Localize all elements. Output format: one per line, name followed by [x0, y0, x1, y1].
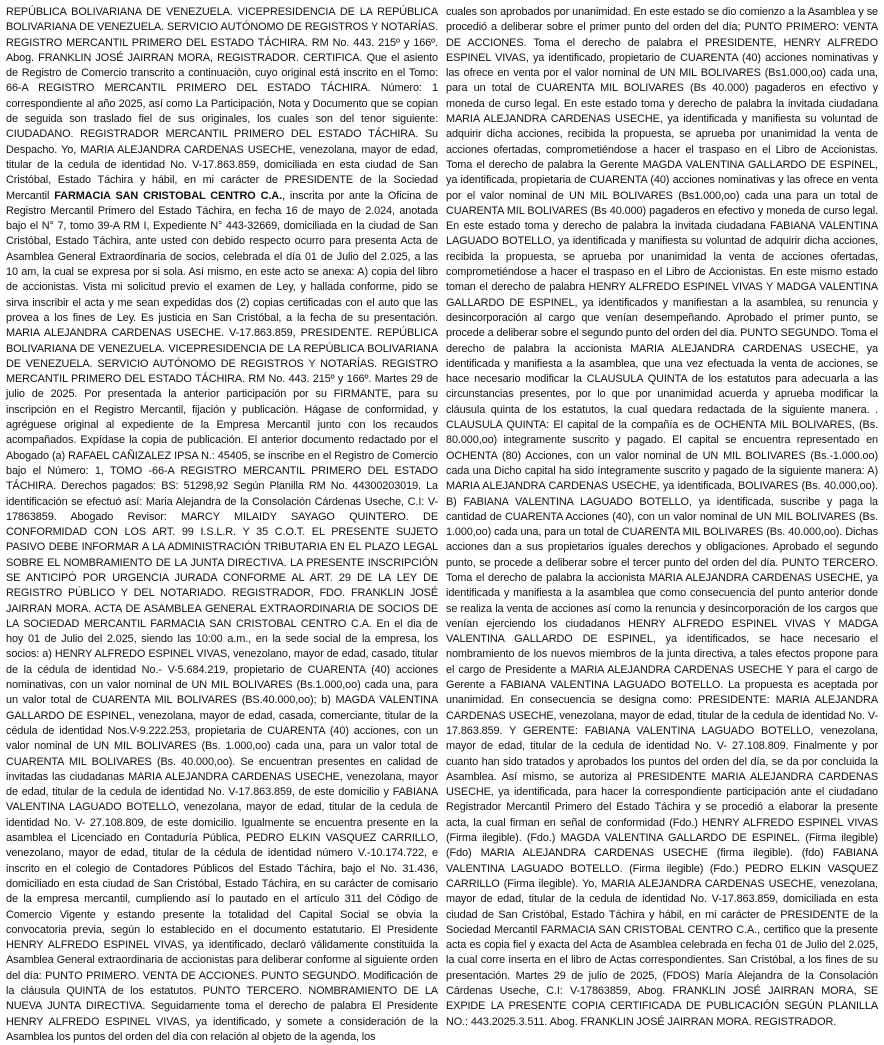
notice-column-left — [6, 5, 438, 1043]
notice-text-segment: REPÚBLICA BOLIVARIANA DE VENEZUELA. VICEPRESIDENCIA DE LA REPÚBLICA BOLIVARIANA DE VENEZUELA. SERVICIO AUTÓNOMO DE REGISTROS Y NOTARÍAS. REGISTRO MERCANTIL PRIMERO DEL ESTADO TÁCHIRA. RM No. 443. 215º y 166º. Abog. FRANKLIN JOSÉ JAIRRAN MORA, REGISTRADOR. CERTIFICA. Que el asiento de Registro de Comercio transcrito a continuación, cuyo original está inscrito en el Tomo: 66-A REGISTRO MERCANTIL PRIMERO DEL ESTADO TÁCHIRA. Número: 1 correspondiente al año 2025, así como La Participación, Nota y Documento que se copian de seguida son traslado fiel de sus originales, los cuales son del tenor siguiente: CIUDADANO. REGISTRADOR MERCANTIL PRIMERO DEL ESTADO TÁCHIRA. Su Despacho. Yo, MARIA ALEJANDRA CARDENAS USECHE, venezolana, mayor de edad, titular de la cedula de identidad No. V-17.863.859, domiciliada en esta ciudad de San Cristóbal, Estado Táchira y hábil, en mi carácter de PRESIDENTE de la Sociedad Mercantil — [6, 6, 438, 202]
company-name: FARMACIA SAN CRISTOBAL CENTRO C.A. — [54, 189, 283, 202]
notice-text-segment: cuales son aprobados por unanimidad. En este estado se dio comienzo a la Asamblea y se procedió a deliberar sobre el primer punto del orden del día; PUNTO PRIMERO: VENTA DE ACCIONES. Toma el derecho de palabra el PRESIDENTE, HENRY ALFREDO ESPINEL VIVAS, ya identificado, propietario de CUARENTA (40) acciones nominativas y las ofrece en venta por el valor nominal de UN MIL BOLIVARES (Bs1.000,oo) cada una, para un total de CUARENTA MIL BOLIVARES (Bs 40.000) pagaderos en efectivo y moneda de curso legal. En este estado toma y derecho de palabra la invitada ciudadana MARIA ALEJANDRA CARDENAS USECHE, ya identificada y manifiesta su voluntad de adquirir dicha acciones, recibida la propuesta, se aprueba por unanimidad la venta de acciones ofertadas, comprometiéndose a hacer el traspaso en el Libro de Accionistas. Toma el derecho de palabra la Gerente MAGDA VALENTINA GALLARDO DE ESPINEL, ya identificada, propietaria de CUARENTA (40) acciones nominativas y las ofrece en venta por el valor nominal de UN MIL BOLIVARES (Bs1.000,oo) cada una para un total de CUARENTA MIL BOLIVARES (Bs 40.000) pagaderos en efectivo y moneda de curso legal. En este estado toma y derecho de palabra la invitada ciudadana FABIANA VALENTINA LAGUADO BOTELLO, ya identificada y manifiesta su voluntad de adquirir dicha acciones, recibida la propuesta, se aprueba por unanimidad la venta de acciones ofertadas, comprometiéndose a hacer el traspaso en el Libro de Accionistas. En este mismo estado toman el derecho de palabra HENRY ALFREDO ESPINEL VIVAS Y MADGA VALENTINA GALLARDO DE ESPINEL, ya identificados y manifiestan a la asamblea, su renuncia y desincorporación al cargo que venían desempeñando. Aprobado el primer punto, se procede a deliberar sobre el segundo punto del orden del dia. PUNTO SEGUNDO. Toma el derecho de palabra la accionista MARIA ALEJANDRA CARDENAS USECHE, ya identificada y manifiesta a la asamblea, que una vez efectuada la venta de acciones, se hace necesario modificar la CLAUSULA QUINTA de los estatutos para adecuarla a las circunstancias presentes, por lo que por unanimidad acuerda y aprueba modificar la cláusula quinta de los estatutos, la cual quedara redactada de la siguiente manera. . CLAUSULA QUINTA: El capital de la compañía es de OCHENTA MIL BOLIVARES, (Bs. 80.000,oo) integramente suscrito y pagado. El capital se encuentra representado en OCHENTA (80) Acciones, con un valor nominal de UN MIL BOLIVARES (Bs.-1.000.oo) cada una Dicho capital ha sido íntegramente suscrito y pagado de la siguiente manera: A) MARIA ALEJANDRA CARDENAS USECHE, ya identificada, BOLIVARES (Bs. 40.000,oo). B) FABIANA VALENTINA LAGUADO BOTELLO, ya identificada, suscribe y paga la cantidad de CUARENTA Acciones (40), con un valor nominal de UN MIL BOLIVARES (Bs. 1.000,oo) cada una, para un total de CUARENTA MIL BOLIVARES (Bs. 40.000,oo). Dichas acciones dan a sus propietarios iguales derechos y obligaciones. Aprobado el segundo punto, se procede a deliberar sobre el tercer punto del orden del día. PUNTO TERCERO. Toma el derecho de palabra la accionista MARIA ALEJANDRA CARDENAS USECHE, ya identificada y manifiesta a la asamblea que como consecuencia del punto anterior donde se realiza la venta de acciones así como la renuncia y desincorporación de los cargos que venían ejerciendo los ciudadanos HENRY ALFREDO ESPINEL VIVAS Y MADGA VALENTINA GALLARDO DE ESPINEL, ya identificados, se hace necesario el nombramiento de los nuevos miembros de la junta directiva, a tales efectos propone para el cargo de Presidente a MARIA ALEJANDRA CARDENAS USECHE Y para el cargo de Gerente a FABIANA VALENTINA LAGUADO BOTELLO. La propuesta es aceptada por unanimidad. En consecuencia se designa como: PRESIDENTE: MARIA ALEJANDRA CARDENAS USECHE, venezolana, mayor de edad, titular de la cedula de identidad No. V-17.863.859. Y GERENTE: FABIANA VALENTINA LAGUADO BOTELLO, venezolana, mayor de edad, titular de la cedula de identidad No. V- 27.108.809. Finalmente y por cuanto han sido tratados y aprobados los puntos del orden del día, se da por concluida la Asamblea. Así mismo, se autoriza al PRESIDENTE MARIA ALEJANDRA CARDENAS USECHE, ya identificada, para hacer la correspondiente participación ante el ciudadano Registrador Mercantil Primero del Estado Táchira y se procedió a elaborar la presente acta, la cual firman en señal de conformidad (Fdo.) HENRY ALFREDO ESPINEL VIVAS (Firma ilegible). (Fdo.) MAGDA VALENTINA GALLARDO DE ESPINEL. (Firma ilegible) (Fdo) MARIA ALEJANDRA CARDENAS USECHE (firma ilegible). (fdo) FABIANA VALENTINA LAGUADO BOTELLO. (Firma ilegible) (Fdo.) PEDRO ELKIN VASQUEZ CARRILLO (Firma ilegible). Yo, MARIA ALEJANDRA CARDENAS USECHE, venezolana, mayor de edad, titular de la cedula de identidad No. V-17.863.859, domiciliada en esta ciudad de San Cristóbal, Estado Táchira y hábil, en mi carácter de PRESIDENTE de la Sociedad Mercantil FARMACIA SAN CRISTOBAL CENTRO C.A., certifico que la presente acta es copia fiel y exacta del Acta de Asamblea celebrada en fecha 01 de Julio del 2.025, la cual corre inserta en el libro de Actas correspondientes. San Cristóbal, a los fines de su presentación. Martes 29 de julio de 2025, (FDOS) María Alejandra de la Consolación Cárdenas Useche, C.I: V-17863859, Abog. FRANKLIN JOSÉ JAIRRAN MORA, SE EXPIDE LA PRESENTE COPIA CERTIFICADA DE PUBLICACIÓN SEGÚN PLANILLA NO.: 443.2025.3.511. Abog. FRANKLIN JOSÉ JAIRRAN MORA. REGISTRADOR. — [446, 6, 878, 1028]
notice-paragraph-right — [446, 5, 878, 1030]
legal-notice — [6, 5, 878, 1043]
notice-column-right — [446, 5, 878, 1028]
notice-text-segment: , inscrita por ante la Oficina de Registro Mercantil Primero del Estado Táchira, en fecha 16 de mayo de 2.024, anotada bajo el N° 7, tomo 39-A RM I, Expediente N° 443-32669, domiciliada en la ciudad de San Cristóbal, Estado Táchira, ante usted con debido respecto ocurro para presenta Acta de Asamblea General Extraordinaria de socios, celebrada el día 01 de Julio del 2.025, a las 10 am, la cual se expresa por si sola. Así mismo, en este acto se anexa: A) copia del libro de accionistas. Vista mi solicitud previo el examen de Ley, y hallada conforme, pido se sirva inscribir el acta y me sean expedidas dos (2) copias certificadas con el auto que las provea a los fines de Ley. Es justicia en San Cristóbal, a la fecha de su presentación. MARIA ALEJANDRA CARDENAS USECHE. V-17.863.859, PRESIDENTE. REPÚBLICA BOLIVARIANA DE VENEZUELA. VICEPRESIDENCIA DE LA REPÚBLICA BOLIVARIANA DE VENEZUELA. SERVICIO AUTÓNOMO DE REGISTROS Y NOTARÍAS. REGISTRO MERCANTIL PRIMERO DEL ESTADO TÁCHIRA. RM No. 443. 215º y 166º. Martes 29 de julio de 2025. Por presentada la anterior participación por su FIRMANTE, para su inscripción en el Registro Mercantil, fijación y publicación. Hágase de conformidad, y agréguese original al expediente de la Empresa Mercantil junto con los recaudos acompañados. Expídase la copia de publicación. El anterior documento redactado por el Abogado (a) RAFAEL CAÑIZALEZ IPSA N.: 45405, se inscribe en el Registro de Comercio bajo el Número: 1, TOMO -66-A REGISTRO MERCANTIL PRIMERO DEL ESTADO TÁCHIRA. Derechos pagados: BS: 51298,92 Según Planilla RM No. 44300203019. La identificación se efectuó así: Maria Alejandra de la Consolación Cárdenas Useche, C.I: V-17863859. Abogado Revisor: MARCY MILAIDY SAYAGO QUINTERO. DE CONFORMIDAD CON LOS ART. 99 I.S.L.R. Y 35 C.O.T. EL PRESENTE SUJETO PASIVO DEBE INFORMAR A LA ADMINISTRACIÓN TRIBUTARIA EN EL PLAZO LEGAL SOBRE EL NOMBRAMIENTO DE LA JUNTA DIRECTIVA. LA PRESENTE INSCRIPCIÓN SE ANTICIPÓ POR URGENCIA JURADA CONFORME AL ART. 29 DE LA LEY DE REGISTRO PÚBLICO Y DEL NOTARIADO. REGISTRADOR, FDO. FRANKLIN JOSÉ JAIRRAN MORA. ACTA DE ASAMBLEA GENERAL EXTRAORDINARIA DE SOCIOS DE LA SOCIEDAD MERCANTIL FARMACIA SAN CRISTOBAL CENTRO C.A. En el dia de hoy 01 de Julio del 2.025, siendo las 10:00 a.m., en la sede social de la empresa, los socios: a) HENRY ALFREDO ESPINEL VIVAS, venezolano, mayor de edad, casado, titular de la cédula de identidad No.- V-5.684.219, propietario de CUARENTA (40) acciones nominativas, con un valor nominal de UN MIL BOLIVARES (Bs.1.000,oo) cada una, para un valor total de CUARENTA MIL BOLIVARES (BS.40.000,oo); b) MAGDA VALENTINA GALLARDO DE ESPINEL, venezolana, mayor de edad, casada, comerciante, titular de la cédula de identidad Nos.V-9.222.253, propietaria de CUARENTA (40) acciones, con un valor nominal de UN MIL BOLIVARES (Bs. 1.000,oo) cada una, para un valor total de CUARENTA MIL BOLIVARES (Bs. 40.000,oo). Se encuentran presentes en calidad de invitadas las ciudadanas MARIA ALEJANDRA CARDENAS USECHE, venezolana, mayor de edad, titular de la cedula de identidad No. V-17.863.859, de este domicilio y FABIANA VALENTINA LAGUADO BOTELLO, venezolana, mayor de edad, titular de la cedula de identidad No. V- 27.108.809, de este domicilio. Igualmente se encuentra presente en la asamblea el Licenciado en Contaduría Pública, PEDRO ELKIN VASQUEZ CARRILLO, venezolano, mayor de edad, titular de la cédula de identidad número V.-10.174.722, e inscrito en el colegio de Contadores Públicos del Estado Táchira, bajo el No. 31.436, domiciliado en esta ciudad de San Cristóbal, Estado Táchira, en su carácter de comisario de la empresa mercantil, cumpliendo así lo pautado en el artículo 311 del Código de Comercio Vigente y estando presente la totalidad del Capital Social se obvia la convocatoria previa, según lo establecido en el documento estatutario. El Presidente HENRY ALFREDO ESPINEL VIVAS, ya identificado, declaró válidamente constituida la Asamblea General extraordinaria de accionistas para deliberar conforme al siguiente orden del día: PUNTO PRIMERO. VENTA DE ACCIONES. PUNTO SEGUNDO. Modificación de la cláusula QUINTA de los estatutos. PUNTO TERCERO. NOMBRAMIENTO DE LA NUEVA JUNTA DIRECTIVA. Seguidamente toma el derecho de palabra El Presidente HENRY ALFREDO ESPINEL VIVAS, ya identificado, y somete a consideración de la Asamblea los puntos del orden del día con relación al objeto de la agenda, los — [6, 189, 438, 1043]
notice-paragraph-left — [6, 5, 438, 1045]
